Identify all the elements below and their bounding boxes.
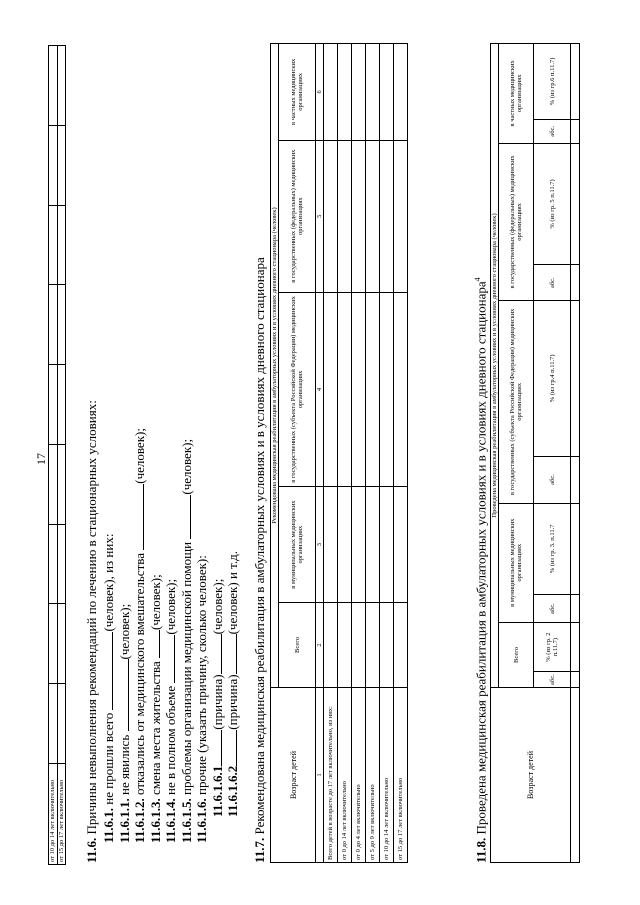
row-label: Всего детей в возрасте до 17 лет включительно, из них: [324, 688, 338, 863]
table-row [571, 44, 580, 863]
item-cause-label: (причина) [209, 674, 225, 730]
empty-cell [324, 487, 338, 603]
fill-in-line [132, 484, 144, 550]
empty-cell [380, 292, 394, 487]
column-number: 5 [316, 140, 324, 292]
reason-item [179, 428, 195, 843]
item-text: не в полном объеме [163, 685, 178, 795]
empty-cell [57, 604, 66, 684]
empty-cell [571, 265, 580, 301]
column-header: в государственных (федеральных) медицинских организациях [499, 143, 534, 300]
empty-cell [394, 292, 408, 487]
section-heading-text: Причины невыполнения рекомендаций по лечению в стационарных условиях: [84, 400, 99, 835]
reason-item [148, 428, 164, 843]
empty-cell [352, 140, 366, 292]
empty-cell [571, 595, 580, 623]
abs-header: абс. [534, 265, 571, 301]
item-text: отказались от медицинского вмешательства [132, 553, 147, 795]
header-row [491, 44, 499, 863]
fill-in-line [225, 634, 237, 674]
empty-cell [49, 684, 58, 764]
row-label: от 15 до 17 лет включительно [57, 764, 66, 865]
table-row [338, 44, 352, 863]
fill-in-line [179, 495, 191, 539]
empty-cell [49, 524, 58, 604]
table-row [380, 44, 394, 863]
empty-cell [571, 143, 580, 265]
item-text: смена места жительства [147, 661, 163, 795]
abs-header: абс. [534, 595, 571, 623]
empty-cell [57, 524, 66, 604]
section-heading-text: Рекомендована медицинская реабилитация в амбулаторных условиях и в условиях дневного стационара [252, 257, 267, 835]
fill-in-line [210, 730, 222, 766]
percent-header: % (из гр.4 п.11.7) [534, 301, 571, 456]
reason-item [117, 428, 133, 843]
item-number: 11.6.1.6.2 [225, 765, 240, 817]
table-row [366, 44, 380, 863]
table-11-7 [270, 43, 408, 863]
column-number: 1 [316, 688, 324, 863]
item-suffix: (человек); [132, 428, 147, 484]
header-row [271, 44, 279, 863]
empty-cell [338, 487, 352, 603]
empty-cell [57, 46, 66, 126]
section-11-7-heading [252, 257, 268, 863]
item-suffix: (человек); [178, 438, 194, 495]
empty-cell [352, 292, 366, 487]
section-heading-text: Проведена медицинская реабилитация в амбулаторных условиях и в условиях дневного стационара [473, 281, 489, 835]
item-cause-label: (причина) [225, 674, 240, 730]
empty-cell [380, 140, 394, 292]
empty-cell [394, 487, 408, 603]
abs-header: абс. [534, 672, 571, 688]
empty-cell [49, 46, 58, 126]
empty-cell [571, 44, 580, 120]
item-suffix: (человек); [163, 578, 178, 635]
column-header: в муниципальных медицинских организациях [279, 487, 316, 603]
item-suffix: (человек), из них: [101, 533, 116, 632]
fill-in-line [101, 632, 113, 710]
item-suffix: (человек); [116, 603, 132, 660]
item-suffix: (человек); [209, 578, 225, 635]
fill-in-line [225, 730, 237, 766]
table-row [324, 44, 338, 863]
table-row [394, 44, 408, 863]
section-number: 11.6. [84, 837, 99, 863]
section-number: 11.8. [473, 837, 489, 863]
reason-item [101, 428, 117, 843]
item-text: проблемы организации медицинской помощи [178, 541, 194, 795]
item-text: прочие (указать причину, сколько человек): [194, 555, 209, 795]
empty-cell [352, 44, 366, 141]
item-number: 11.6.1.6. [194, 798, 209, 843]
empty-cell [394, 44, 408, 141]
percent-header: % (из гр. 5 п.11.7) [534, 143, 571, 265]
empty-cell [338, 603, 352, 688]
empty-cell [571, 688, 580, 863]
empty-cell [366, 292, 380, 487]
item-number: 11.6.1.5. [178, 798, 194, 843]
empty-cell [49, 285, 58, 365]
item-number: 11.6.1.3. [147, 798, 163, 843]
item-number: 11.6.1.4. [163, 798, 178, 843]
row-label: от 15 до 17 лет включительно [394, 688, 408, 863]
empty-cell [57, 684, 66, 764]
column-number: 2 [316, 603, 324, 688]
empty-cell [394, 140, 408, 292]
percent-header: % (из гр. 2 п.11.7) [534, 622, 571, 671]
column-header: в государственных (субъекта Российской Федерации) медицинских организациях [279, 292, 316, 487]
column-number-row [316, 44, 324, 863]
column-header: в муниципальных медицинских организациях [499, 503, 534, 622]
row-label: от 10 до 14 лет включительно [380, 688, 394, 863]
empty-cell [394, 603, 408, 688]
empty-cell [352, 603, 366, 688]
percent-header: % (из гр. 3. п.11.7 [534, 503, 571, 595]
column-number: 6 [316, 44, 324, 141]
empty-cell [324, 603, 338, 688]
empty-cell [380, 44, 394, 141]
item-number: 11.6.1.6.1 [209, 765, 225, 817]
table-11-8 [490, 43, 580, 863]
column-header: в частных медицинских организациях [499, 44, 534, 144]
percent-header: % (из гр.6 п.11.7) [534, 44, 571, 120]
abs-header: абс. [534, 119, 571, 143]
group-header: Проведена медицинская реабилитация в амбулаторных условиях и в условиях дневного стационара (человек) [491, 44, 499, 688]
empty-cell [49, 444, 58, 524]
row-label: от 0 до 14 лет включительно [338, 688, 352, 863]
reason-item [163, 428, 179, 843]
section-number: 11.7. [252, 837, 267, 863]
empty-cell [57, 365, 66, 445]
item-suffix: (человек); [147, 574, 163, 630]
empty-cell [57, 205, 66, 285]
section-11-6-heading [84, 400, 100, 863]
empty-cell [324, 292, 338, 487]
empty-cell [324, 44, 338, 141]
reason-sub-item [210, 428, 226, 843]
fill-in-line [163, 635, 175, 683]
column-header-age: Возраст детей [491, 688, 571, 863]
reason-item [194, 428, 210, 843]
empty-cell [571, 672, 580, 688]
column-header: Всего [279, 603, 316, 688]
table-row [352, 44, 366, 863]
column-header: в частных медицинских организациях [279, 44, 316, 141]
empty-cell [338, 292, 352, 487]
empty-cell [49, 365, 58, 445]
empty-cell [49, 205, 58, 285]
abs-header: абс. [534, 456, 571, 503]
empty-cell [571, 622, 580, 671]
empty-cell [57, 444, 66, 524]
column-header: в государственных (субъекта Российской Федерации) медицинских организациях [499, 301, 534, 503]
empty-cell [366, 44, 380, 141]
empty-cell [338, 44, 352, 141]
item-number: 11.6.1. [101, 807, 116, 843]
item-number: 11.6.1.1. [116, 798, 132, 843]
reason-sub-item [225, 428, 241, 843]
empty-cell [366, 140, 380, 292]
empty-cell [49, 125, 58, 205]
empty-cell [366, 603, 380, 688]
column-header-age: Возраст детей [271, 688, 316, 863]
item-text: не прошли всего [101, 712, 116, 805]
empty-cell [49, 604, 58, 684]
column-header: Всего [499, 622, 534, 687]
empty-cell [57, 125, 66, 205]
empty-cell [571, 301, 580, 456]
item-text: не явились [116, 734, 132, 795]
empty-cell [380, 603, 394, 688]
empty-cell [571, 119, 580, 143]
page-number: 17 [34, 453, 48, 465]
row-label: от 0 до 4 лет включительно [352, 688, 366, 863]
section-11-6-items [101, 428, 241, 843]
fill-in-line [117, 660, 129, 732]
row-label: от 10 до 14 лет включительно [49, 764, 58, 865]
row-label: от 5 до 9 лет включительно [366, 688, 380, 863]
fill-in-line [148, 630, 160, 658]
fill-in-line [210, 634, 222, 674]
column-number: 4 [316, 292, 324, 487]
table-row [49, 46, 58, 865]
group-header: Рекомендована медицинская реабилитация в амбулаторных условиях и в условиях дневного стационара (человек) [271, 44, 279, 688]
item-number: 11.6.1.2. [132, 798, 147, 843]
footnote-marker: 4 [473, 277, 482, 282]
section-11-8-heading [470, 277, 489, 863]
empty-cell [571, 456, 580, 503]
column-number: 3 [316, 487, 324, 603]
empty-cell [338, 140, 352, 292]
empty-cell [571, 503, 580, 595]
empty-cell [380, 487, 394, 603]
empty-cell [57, 285, 66, 365]
table-row [57, 46, 66, 865]
item-suffix: (человек) и т.д. [225, 551, 240, 635]
empty-cell [366, 487, 380, 603]
empty-cell [324, 140, 338, 292]
reason-item [132, 428, 148, 843]
empty-cell [352, 487, 366, 603]
top-table-fragment [48, 45, 66, 865]
column-header: в государственных (федеральных) медицинских организациях [279, 140, 316, 292]
